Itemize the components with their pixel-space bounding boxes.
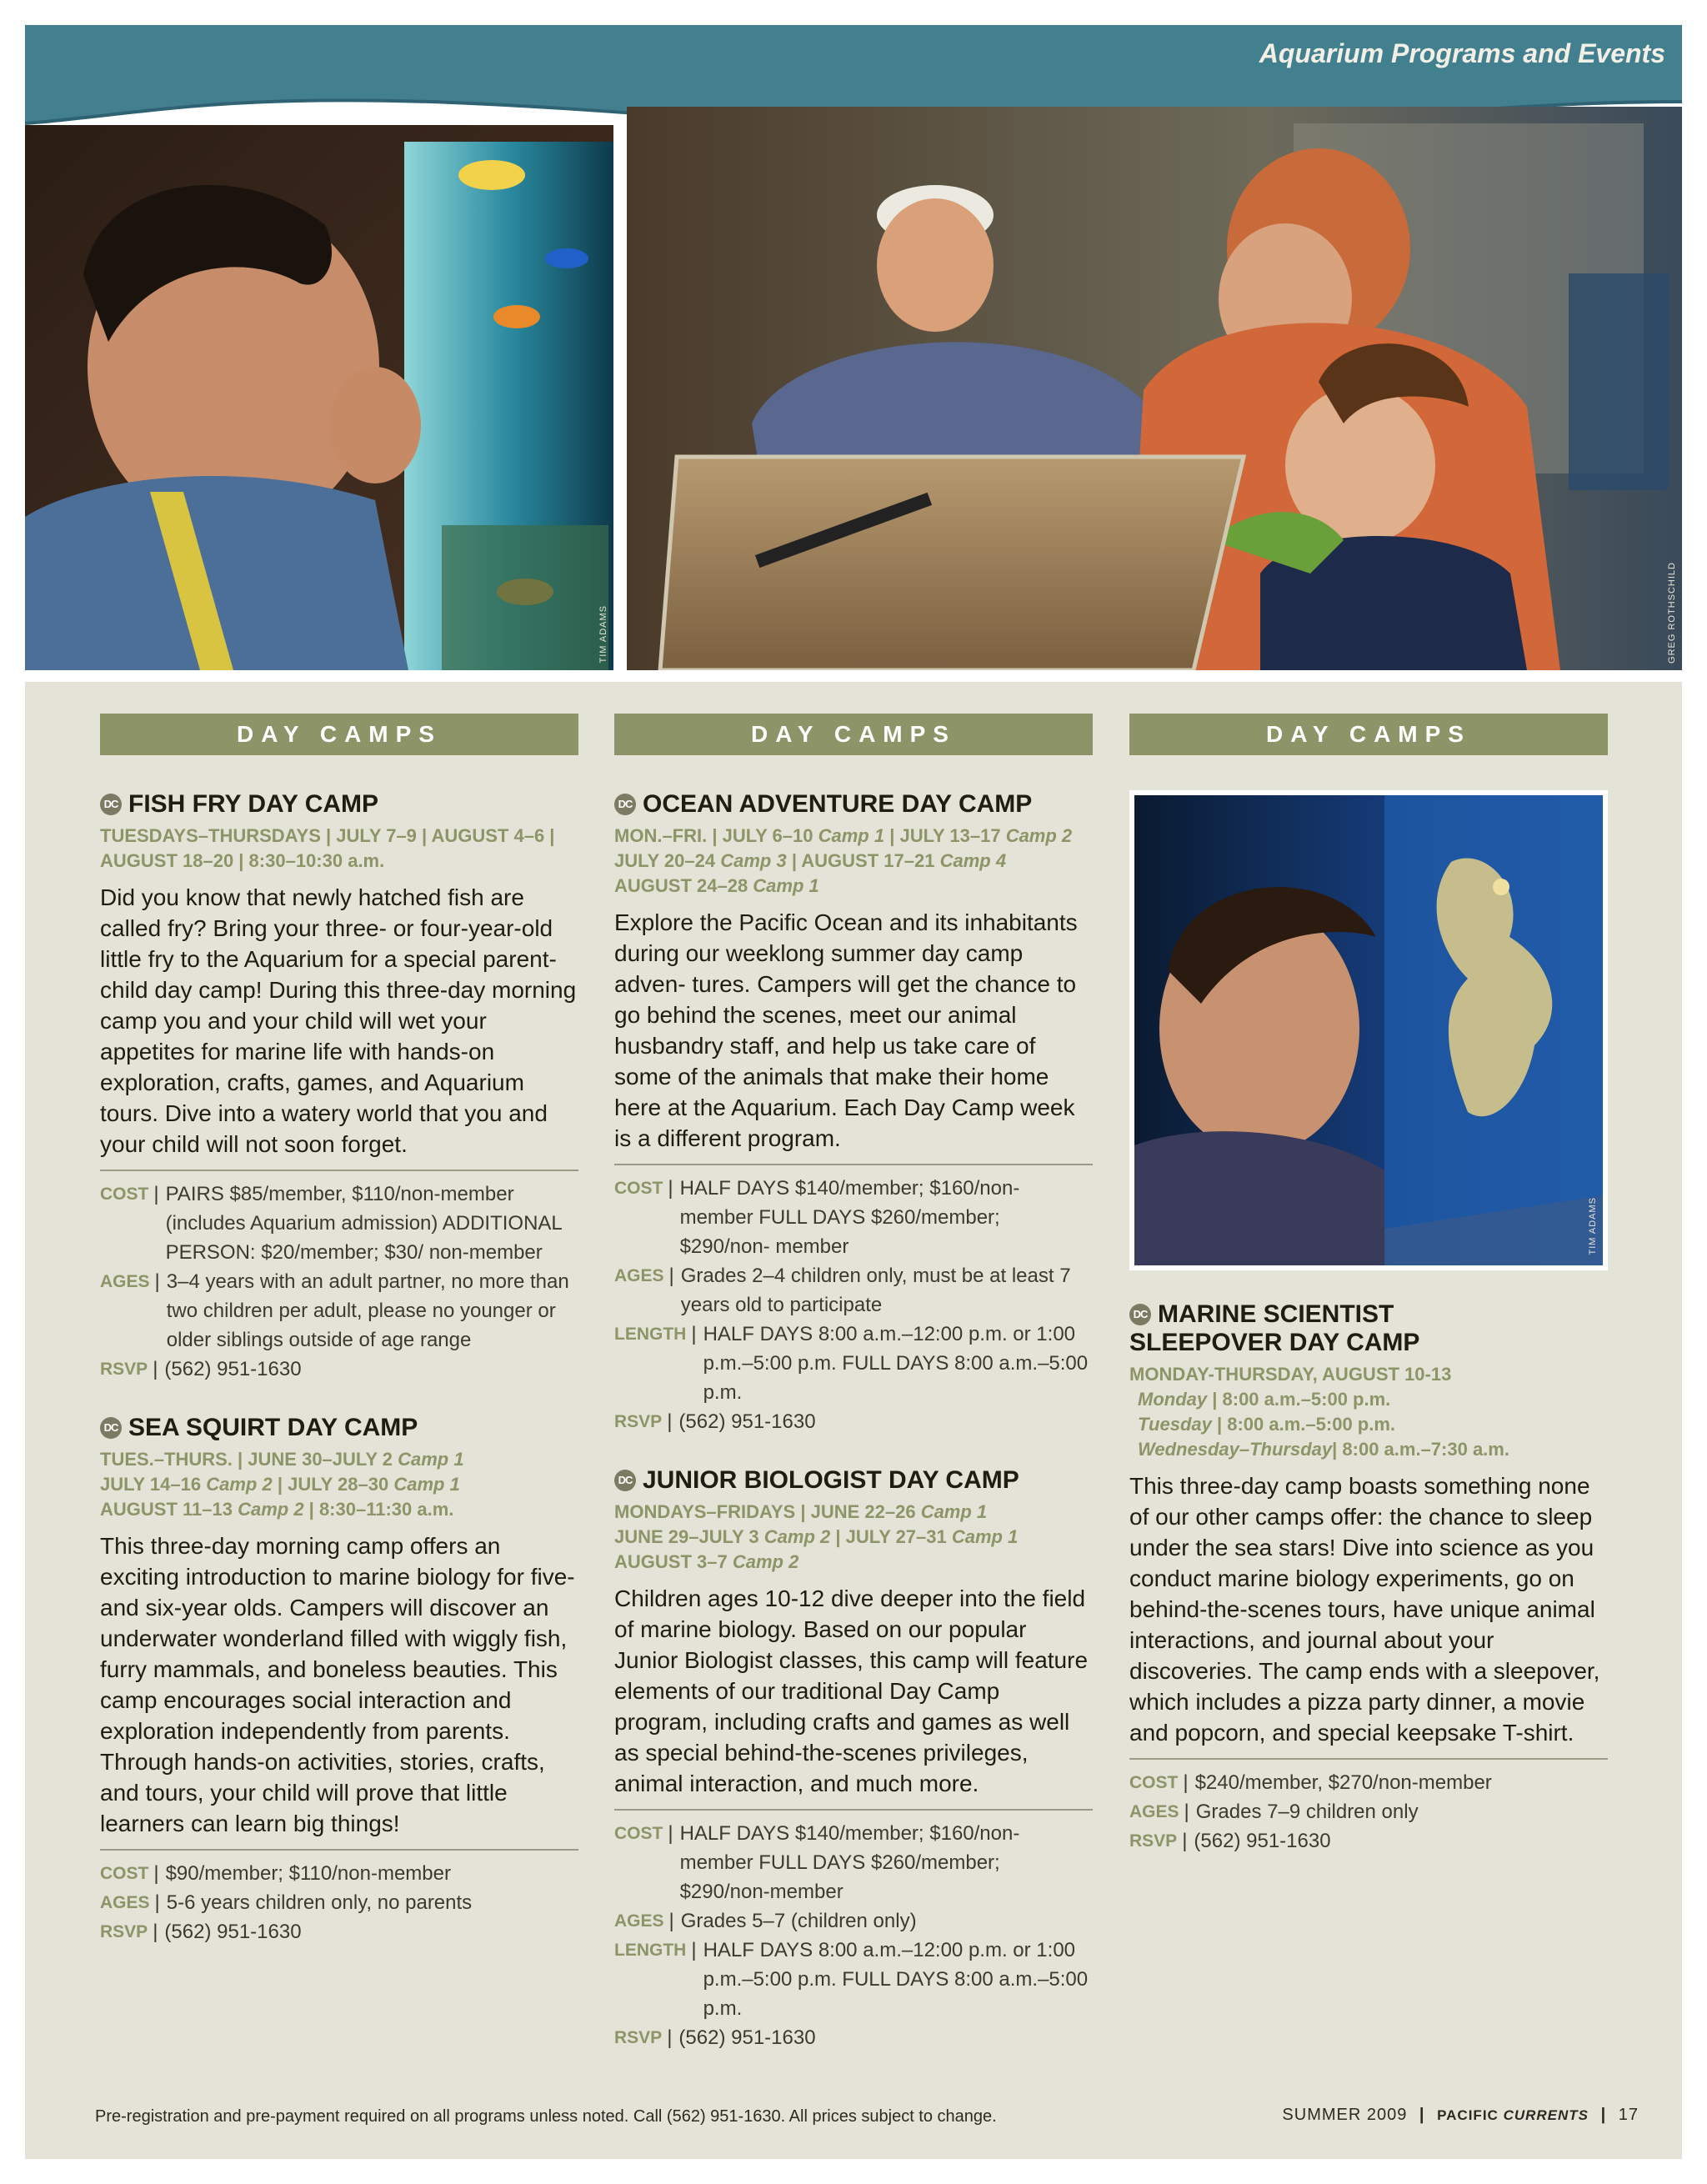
camp-title: [100, 790, 578, 819]
column-1: [100, 714, 578, 1946]
folio-divider: |: [1419, 2106, 1425, 2124]
dates-line: AUGUST 18–20 | 8:30–10:30 a.m.: [100, 850, 385, 871]
photo-credit-right: GREG ROTHSCHILD: [1667, 562, 1677, 664]
camp-ocean-adventure: [614, 790, 1093, 1436]
dates-line: AUGUST 11–13 Camp 2 | 8:30–11:30 a.m.: [100, 1499, 454, 1520]
info-key: AGES: [100, 1272, 150, 1291]
info-rsvp: RSVP | (562) 951-1630: [100, 1355, 578, 1384]
info-value: (562) 951-1630: [678, 1410, 816, 1433]
info-key: AGES: [614, 1266, 664, 1285]
info-cost: COST | $240/member, $270/non-member: [1129, 1768, 1608, 1797]
info-key: AGES: [100, 1893, 150, 1912]
dates-line: TUESDAYS–THURSDAYS | JULY 7–9 | AUGUST 4–6 |: [100, 825, 555, 846]
info-key: LENGTH: [614, 1941, 687, 1960]
camp-description: Did you know that newly hatched fish are called fry? Bring your three- or four-year-old little fry to the Aquarium for a special parent-child day camp! During this three-day morning camp you and your child will wet your appetites for marine life with hands-on exploration, crafts, games, and Aquarium tours. Dive into a watery world that you and your child will not soon forget.: [100, 884, 577, 1157]
camp-marine-scientist: [1129, 1300, 1608, 1856]
dates-line: AUGUST 24–28 Camp 1: [614, 875, 819, 896]
info-rsvp: RSVP | (562) 951-1630: [614, 1407, 1093, 1436]
dc-badge-icon: DC: [100, 794, 122, 815]
divider: [614, 1164, 1093, 1165]
folio-magazine: PACIFIC CURRENTS: [1437, 2107, 1589, 2123]
day-camps-bar: DAY CAMPS: [614, 714, 1093, 755]
info-ages: AGES | 5-6 years children only, no parents: [100, 1888, 578, 1917]
dc-badge-icon: DC: [614, 1470, 636, 1491]
camp-title-text: MARINE SCIENTIST: [1158, 1300, 1394, 1328]
info-key: COST: [614, 1179, 663, 1198]
column-3: [1129, 714, 1608, 1856]
divider: [1129, 1758, 1608, 1760]
camp-title-text: OCEAN ADVENTURE DAY CAMP: [643, 790, 1033, 818]
info-cost: COST | HALF DAYS $140/member; $160/non- member FULL DAYS $260/member; $290/non- member: [614, 1174, 1093, 1261]
camp-info: [1129, 1768, 1608, 1856]
info-key: AGES: [1129, 1802, 1179, 1821]
info-cost: COST | HALF DAYS $140/member; $160/non-member FULL DAYS $260/member; $290/non-member: [614, 1819, 1093, 1906]
camp-sea-squirt: [100, 1414, 578, 1946]
info-value: HALF DAYS 8:00 a.m.–12:00 p.m. or 1:00 p.m.–5:00 p.m. FULL DAYS 8:00 a.m.–5:00 p.m.: [703, 1323, 1089, 1404]
camp-description: This three-day morning camp offers an exciting introduction to marine biology for five- and six-year olds. Campers will discover an underwater wonderland filled with wiggly fish, furry mammals, and boneless beauties. This camp encourages social interaction and exploration independently from parents. Through hands-on activities, stories, crafts, and tours, your child will prove that little learners can learn big things!: [100, 1533, 575, 1836]
info-value: Grades 2–4 children only, must be at least 7 years old to participate: [680, 1265, 1071, 1316]
day-camps-bar: DAY CAMPS: [100, 714, 578, 755]
info-value: $90/member; $110/non-member: [165, 1862, 451, 1885]
camp-info: [614, 1819, 1093, 2052]
footer-note: Pre-registration and pre-payment required on all programs unless noted. Call (562) 951-1630. All prices subject to change.: [95, 2107, 997, 2126]
info-key: LENGTH: [614, 1325, 687, 1344]
camp-title-line-2: SLEEPOVER DAY CAMP: [1129, 1329, 1420, 1356]
info-key: RSVP: [100, 1360, 148, 1379]
day-camps-bar: DAY CAMPS: [1129, 714, 1608, 755]
camp-title: [1129, 1300, 1608, 1329]
info-value: (562) 951-1630: [1194, 1830, 1331, 1852]
dc-badge-icon: DC: [100, 1417, 122, 1439]
info-key: COST: [614, 1824, 663, 1843]
camp-description: Children ages 10-12 dive deeper into the field of marine biology. Based on our popular Junior Biologist classes, this camp will feature elements of our traditional Day Camp program, including crafts and games as well as special behind-the-scenes privileges, animal interaction, and much more.: [614, 1585, 1089, 1796]
info-key: RSVP: [100, 1922, 148, 1941]
camp-junior-biologist: [614, 1466, 1093, 2052]
info-key: COST: [1129, 1773, 1179, 1792]
photo-boy-fish-tank: [25, 125, 613, 670]
photo-credit-left: TIM ADAMS: [598, 605, 608, 664]
camp-dates: [100, 1447, 578, 1522]
info-ages: AGES | 3–4 years with an adult partner, no more than two children per adult, please no younger or older siblings outside of age range: [100, 1267, 578, 1355]
camp-fish-fry: [100, 790, 578, 1384]
divider: [100, 1849, 578, 1851]
info-key: COST: [100, 1185, 149, 1204]
divider: [100, 1170, 578, 1171]
camp-info: [614, 1174, 1093, 1436]
photo-touch-tank: [627, 107, 1682, 670]
divider: [614, 1809, 1093, 1811]
camp-info: [100, 1859, 578, 1946]
info-value: (562) 951-1630: [678, 2026, 816, 2049]
info-value: HALF DAYS 8:00 a.m.–12:00 p.m. or 1:00 p.m.–5:00 p.m. FULL DAYS 8:00 a.m.–5:00 p.m.: [703, 1939, 1089, 2020]
camp-title-text: SEA SQUIRT DAY CAMP: [128, 1414, 418, 1441]
dates-line: TUES.–THURS. | JUNE 30–JULY 2 Camp 1: [100, 1449, 464, 1470]
dates-line: JULY 14–16 Camp 2 | JULY 28–30 Camp 1: [100, 1474, 460, 1495]
info-key: AGES: [614, 1911, 664, 1931]
dates-line: JUNE 29–JULY 3 Camp 2 | JULY 27–31 Camp 1: [614, 1526, 1019, 1547]
section-label: Aquarium Programs and Events: [1259, 38, 1665, 68]
info-cost: COST | $90/member; $110/non-member: [100, 1859, 578, 1888]
photo-credit-col3: TIM ADAMS: [1588, 1197, 1598, 1255]
folio-season: SUMMER 2009: [1282, 2106, 1408, 2124]
info-value: PAIRS $85/member, $110/non-member (includes Aquarium admission) ADDITIONAL PERSON: $20/member; $30/ non-member: [165, 1183, 562, 1264]
info-value: $240/member, $270/non-member: [1194, 1771, 1492, 1794]
camp-title-text: FISH FRY DAY CAMP: [128, 790, 379, 818]
dates-line: MONDAY-THURSDAY, AUGUST 10-13: [1129, 1364, 1452, 1385]
info-ages: AGES | Grades 2–4 children only, must be at least 7 years old to participate: [614, 1261, 1093, 1320]
info-length: LENGTH | HALF DAYS 8:00 a.m.–12:00 p.m. or 1:00 p.m.–5:00 p.m. FULL DAYS 8:00 a.m.–5:00 p.m.: [614, 1320, 1093, 1407]
camp-title: [614, 790, 1093, 819]
dates-line: Wednesday–Thursday| 8:00 a.m.–7:30 a.m.: [1138, 1439, 1509, 1460]
camp-title: [614, 1466, 1093, 1495]
dates-line: AUGUST 3–7 Camp 2: [614, 1551, 799, 1572]
info-rsvp: RSVP | (562) 951-1630: [1129, 1826, 1608, 1856]
page-folio: [1282, 2106, 1639, 2125]
info-key: RSVP: [614, 1412, 663, 1431]
dates-line: MONDAYS–FRIDAYS | JUNE 22–26 Camp 1: [614, 1501, 988, 1522]
info-value: Grades 7–9 children only: [1195, 1801, 1419, 1823]
camp-title-text: JUNIOR BIOLOGIST DAY CAMP: [643, 1466, 1019, 1494]
camp-description: This three-day camp boasts something none of our other camps offer: the chance to sleep under the sea stars! Dive into science as you conduct marine biology experiments, go on behind-the-scenes tours, have unique animal interactions, and journal about your discoveries. The camp ends with a sleepover, which includes a pizza party dinner, a movie and popcorn, and special keepsake T-shirt.: [1129, 1473, 1600, 1746]
dates-line: JULY 20–24 Camp 3 | AUGUST 17–21 Camp 4: [614, 850, 1007, 871]
info-key: COST: [100, 1864, 149, 1883]
info-ages: AGES | Grades 7–9 children only: [1129, 1797, 1608, 1826]
dc-badge-icon: DC: [1129, 1304, 1151, 1325]
info-value: 3–4 years with an adult partner, no more than two children per adult, please no younger or older siblings outside of age range: [166, 1270, 569, 1351]
info-value: HALF DAYS $140/member; $160/non- member FULL DAYS $260/member; $290/non- member: [679, 1177, 1020, 1258]
camp-description: Explore the Pacific Ocean and its inhabitants during our weeklong summer day camp adven- tures. Campers will get the chance to go behind the scenes, meet our animal husbandry staff, and help us take care of some of the animals that make their home here at the Aquarium. Each Day Camp week is a different program.: [614, 909, 1078, 1151]
photo-child-sea-dragon: [1129, 790, 1608, 1270]
info-value: (562) 951-1630: [164, 1358, 302, 1380]
info-key: RSVP: [614, 2028, 663, 2047]
content-panel: [25, 682, 1682, 2159]
camp-info: [100, 1180, 578, 1384]
info-length: LENGTH | HALF DAYS 8:00 a.m.–12:00 p.m. or 1:00 p.m.–5:00 p.m. FULL DAYS 8:00 a.m.–5:00 p.m.: [614, 1936, 1093, 2023]
camp-dates: [100, 824, 578, 874]
camp-title: [100, 1414, 578, 1442]
info-cost: COST | PAIRS $85/member, $110/non-member (includes Aquarium admission) ADDITIONAL PERSON: $20/member; $30/ non-member: [100, 1180, 578, 1267]
camp-dates: [614, 824, 1093, 899]
info-value: 5-6 years children only, no parents: [166, 1891, 473, 1914]
info-key: RSVP: [1129, 1831, 1178, 1851]
info-rsvp: RSVP | (562) 951-1630: [614, 2023, 1093, 2052]
column-2: [614, 714, 1093, 2052]
dates-line: Tuesday | 8:00 a.m.–5:00 p.m.: [1138, 1414, 1396, 1435]
dates-line: Monday | 8:00 a.m.–5:00 p.m.: [1138, 1389, 1391, 1410]
dates-line: MON.–FRI. | JULY 6–10 Camp 1 | JULY 13–17 Camp 2: [614, 825, 1073, 846]
camp-dates: [1129, 1362, 1608, 1462]
info-value: Grades 5–7 (children only): [680, 1910, 917, 1932]
dc-badge-icon: DC: [614, 794, 636, 815]
folio-divider: |: [1600, 2106, 1607, 2124]
info-ages: AGES | Grades 5–7 (children only): [614, 1906, 1093, 1936]
camp-dates: [614, 1500, 1093, 1575]
folio-page-number: 17: [1618, 2106, 1639, 2124]
info-value: HALF DAYS $140/member; $160/non-member FULL DAYS $260/member; $290/non-member: [679, 1822, 1020, 1903]
info-value: (562) 951-1630: [164, 1921, 302, 1943]
info-rsvp: RSVP | (562) 951-1630: [100, 1917, 578, 1946]
